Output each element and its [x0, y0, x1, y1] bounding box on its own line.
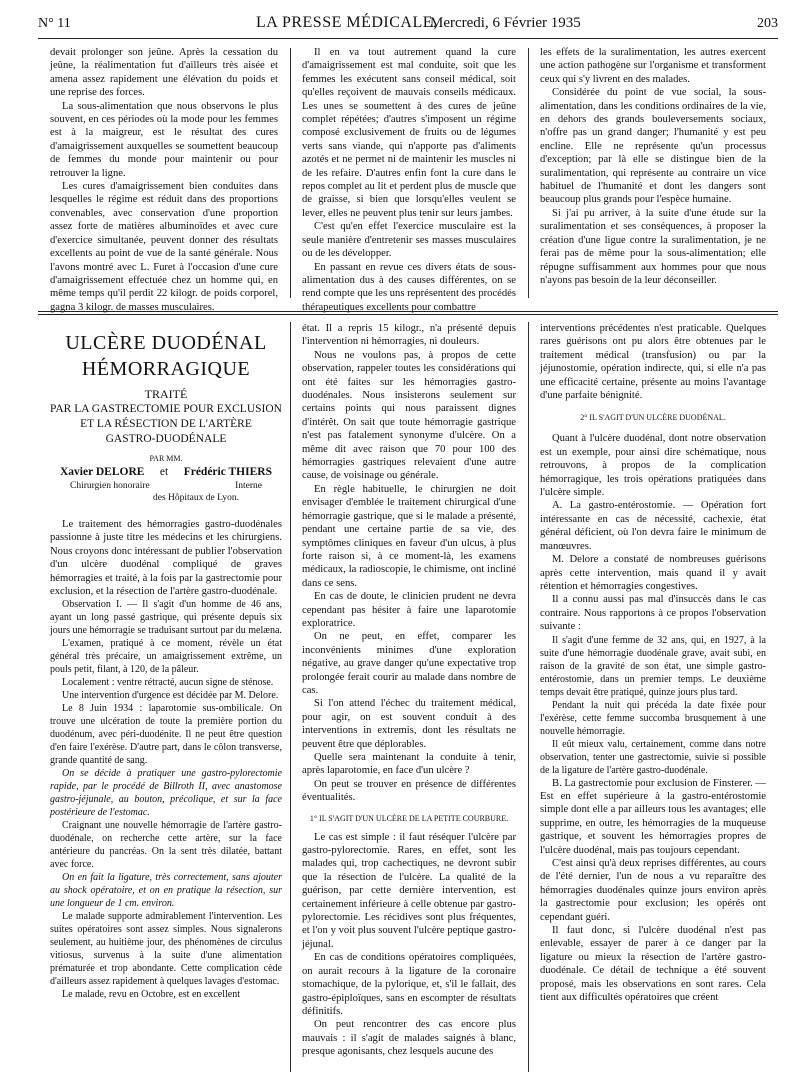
- observation-paragraph: On se décide à pratiquer une gastro-pylorectomie rapide, par le procédé de Billroth II, avec anastomose gastro-jéjunale, au bouton, précolique, et sur la face postérieure de l'estomac.: [50, 768, 282, 819]
- header-rule: [38, 38, 778, 39]
- paragraph: Si j'ai pu arriver, à la suite d'une étude sur la suralimentation et ses conséquences, à proposer la création d'une ligue contre la suralimentation, je ne ferai pas de même pour la sous-alimentation; elle répugne suffisamment aux hommes pour que nous n'ayons pas besoin de la leur déconseiller.: [540, 207, 766, 286]
- issue-number: N° 11: [38, 16, 71, 31]
- authors: [50, 465, 282, 480]
- journal-name: LA PRESSE MÉDICALE,: [256, 14, 438, 31]
- paragraph: Il a connu aussi pas mal d'insuccès dans le cas contraire. Nous rapportons à ce propos l'observation suivante :: [540, 594, 766, 633]
- paragraph: En cas de conditions opératoires compliquées, on aurait recours à la ligature de la coronaire stomachique, de la pylorique, et, s'il le fallait, des gastro-épiploïques, sans en escompter de résultats définitifs.: [302, 952, 516, 1017]
- observation-paragraph: Localement : ventre rétracté, aucun signe de sténose.: [62, 677, 274, 689]
- article-title-line-2: HÉMORRAGIQUE: [81, 358, 251, 380]
- observation-paragraph: Le malade supporte admirablement l'intervention. Les suites opératoires sont assez simples. Nous signalerons seulement, au huitième jour, des phénomènes de circulus vitiosus, survenus à la suite d'une alimentation prématurée et trop abondante. Cette complication cède d'ailleurs assez rapidement à quelques lavages d'estomac.: [50, 911, 282, 988]
- column-divider: [290, 322, 291, 1072]
- page-number: 203: [757, 16, 778, 31]
- article-column-2: [302, 322, 516, 1059]
- paragraph: Quant à l'ulcère duodénal, dont notre observation est un exemple, pour ainsi dire schématique, nous retrouvons, à propos de la complication hémorragique, les trois opérations pratiquées dans l'ulcère simple.: [540, 433, 766, 499]
- section-heading: 2° IL S'AGIT D'UN ULCÈRE DUODÉNAL.: [580, 413, 726, 423]
- observation-paragraph: Il eût mieux valu, certainement, comme dans notre observation, tenter une gastrectomie, suivie si possible de la ligature de l'artère gastro-duodénale.: [540, 738, 766, 776]
- paragraph: Quelle sera maintenant la conduite à tenir, après laparotomie, en face d'un ulcère ?: [302, 752, 516, 777]
- paragraph: En règle habituelle, le chirurgien ne doit envisager d'emblée le traitement chirurgical d'une hémorragie gastrique, que si le malade a présenté, pendant une certaine partie de sa vie, des symptômes cliniques en faveur d'un ulcus, à plus forte raison si, à ce moment-là, les examens médicaux, la radioscopie, le chimisme, ont incliné dans ce sens.: [302, 483, 516, 589]
- article-subtitle: PAR LA GASTRECTOMIE POUR EXCLUSION: [50, 403, 282, 415]
- paragraph: Les cures d'amaigrissement bien conduites dans lesquelles le régime est réduit dans des proportions convenables, avec conservation d'une proportion assez forte de matières albuminoïdes et avec cure d'exercice simultanée, peuvent donner des résultats excellents au point de vue de la santé générale. Nous l'avons montré avec L. Furet à l'occasion d'une cure d'amaigrissement effectuée chez un homme qui, en même temps qu'il perdit 22 kilogr. de poids corporel, gagna 3 kilogr. de masses musculaires.: [50, 181, 278, 313]
- author-name: Xavier DELORE: [60, 466, 145, 478]
- paragraph: Considérée du point de vue social, la sous-alimentation, dans les conditions ordinaires de la vie, en dehors des grands bouleversements sociaux, n'offre pas un grand danger; l'humanité y est peu encline. Elle ne représente qu'un processus d'exception; par là elle se distingue bien de la suralimentation, qui représente au contraire un vice habituel de l'humanité et dont les dangers sont beaucoup plus grands pour l'espèce humaine.: [540, 87, 766, 206]
- author-role: Chirurgien honoraire: [70, 481, 150, 491]
- section-rule: [38, 311, 778, 312]
- page-header: [38, 14, 778, 38]
- paragraph: les effets de la suralimentation, les autres exercent une action pathogène sur l'organisme et transforment ceux qui s'y livrent en des malades.: [540, 47, 766, 85]
- article-column-3: [540, 322, 766, 1004]
- observation-paragraph: Observation I. — Il s'agit d'un homme de 46 ans, ayant un long passé gastrique, qui présente depuis six jours une hémorragie se traduisant surtout par du melæna.: [50, 599, 282, 637]
- paragraph: Il faut donc, si l'ulcère duodénal n'est pas enlevable, essayer de parer à ce danger par la ligature ou mieux la résection de l'artère gastro-duodénale. Ce détail de technique a été souvent proposé, mais les observations en sont rares. Cela tient aux difficultés opératoires que créent: [540, 925, 766, 1004]
- observation-paragraph: Le 8 Juin 1934 : laparotomie sus-ombilicale. On trouve une ulcération de toute la première portion du duodénum, avec péri-duodénite. Il ne peut être question d'en faire l'exérèse. D'autre part, dans le côlon transverse, grande quantité de sang.: [50, 703, 282, 767]
- paragraph: Il en va tout autrement quand la cure d'amaigrissement est mal conduite, soit que les femmes les exécutent sans conseil médical, soit qu'elles reçoivent de mauvais conseils médicaux. Les unes se soumettent à des cures de jeûne complet répétées; d'autres s'imposent un régime composé exclusivement de fruits ou de légumes verts sans viande, qui n'apporte pas d'aliments azotés et ne permet ni de maintenir les muscles ni de les refaire. D'autres enfin font la cure dans le repos complet au lit et perdent plus de muscle que de graisse, si bien que lorsqu'elles veulent se lever, elles ne peuvent plus tenir sur leurs jambes.: [302, 47, 516, 219]
- author-role: Interne: [235, 481, 262, 491]
- observation-paragraph: Il s'agit d'une femme de 32 ans, qui, en 1927, à la suite d'une hémorragie duodénale grave, avait subi, en raison de la gravité de son état, une simple gastro-entérostomie, dans un premier temps. Le deuxième temps devait être pratiqué, quinze jours plus tard.: [540, 634, 766, 698]
- paragraph: C'est ainsi qu'à deux reprises différentes, au cours de l'été dernier, l'un de nous a vu reparaître des hémorragies duodénales quinze jours environ après la gastrectomie pour exclusion; les opérés ont cependant guéri.: [540, 857, 766, 923]
- observation-paragraph: Le malade, revu en Octobre, est en excellent: [62, 989, 240, 1001]
- paragraph: Le cas est simple : il faut réséquer l'ulcère par gastro-pylorectomie. Rares, en effet, sont les malades qui, trop cachectiques, ne devront subir que la résection de l'ulcère. La qualité de la guérison, par cette dernière intervention, est certainement inférieure à celle obtenue par gastro-pylorectomie. Les récidives sont plus fréquentes, et l'on y voit plus souvent l'ulcère peptique gastro-jéjunal.: [302, 831, 516, 950]
- article-title-line-1: ULCÈRE DUODÉNAL: [65, 332, 267, 354]
- top-column-1: [50, 46, 278, 314]
- paragraph: On ne peut, en effet, comparer les inconvénients minimes d'une exploration négative, au grave danger qu'une expectative trop prolongée ferait courir au malade dans nombre de cas.: [302, 631, 516, 696]
- paragraph: En passant en revue ces divers états de sous-alimentation dus à des causes différentes, on se rend compte que les uns représentent des procédés thérapeutiques excellents pour combattre: [302, 261, 516, 313]
- column-divider: [528, 322, 529, 1072]
- paragraph: devait prolonger son jeûne. Après la cessation du jeûne, la réalimentation fut d'ailleurs très aisée et amena assez rapidement une élévation du poids et une reprise des forces.: [50, 47, 278, 99]
- paragraph: En cas de doute, le clinicien prudent ne devra cependant pas hésiter à faire une laparotomie exploratrice.: [302, 591, 516, 629]
- observation-paragraph: Une intervention d'urgence est décidée par M. Delore.: [62, 690, 279, 702]
- paragraph: Le traitement des hémorragies gastro-duodénales passionne à juste titre les médecins et les chirurgiens. Nous croyons donc intéressant de publier l'observation d'un ulcère duodénal compliqué de graves hémorragies et traité, à la fois par la gastrectomie pour exclusion, et la résection de l'artère gastro-duodénale.: [50, 519, 282, 598]
- observation-paragraph: L'examen, pratiqué à ce moment, révèle un état général très précaire, un amaigrissement extrême, un pouls petit, filant, à 120, de la pâleur.: [50, 638, 282, 676]
- observation-paragraph: On en fait la ligature, très correctement, sans ajouter au shock opératoire, et on en pratique la résection, sur une longueur de 1 cm. environ.: [50, 872, 282, 910]
- column-divider: [528, 48, 529, 298]
- byline-par: PAR MM.: [149, 454, 183, 463]
- paragraph: C'est qu'en effet l'exercice musculaire est la seule manière d'entretenir ses masses musculaires ou de les développer.: [302, 221, 516, 260]
- article-column-1: [50, 330, 282, 1001]
- article-subtitle: ET LA RÉSECTION DE L'ARTÈRE: [80, 418, 252, 430]
- author-conjunction: et: [159, 466, 169, 478]
- paragraph: Si l'on attend l'échec du traitement médical, pour agir, on est souvent conduit à des interventions in extremis, dont les résultats ne peuvent être que déplorables.: [302, 698, 516, 750]
- top-column-2: [302, 46, 516, 314]
- top-column-3: [540, 46, 766, 287]
- author-institution: des Hôpitaux de Lyon.: [152, 493, 239, 503]
- author-roles: [50, 480, 282, 492]
- observation-paragraph: Craignant une nouvelle hémorragie de l'artère gastro-duodénale, on recherche cette artère, sur la face antérieure du pancréas. On la sent très dilatée, battant avec force.: [50, 820, 282, 871]
- section-heading: 1° IL S'AGIT D'UN ULCÈRE DE LA PETITE COURBURE.: [309, 813, 509, 823]
- article-subtitle: TRAITÉ: [144, 387, 188, 401]
- author-name: Frédéric THIERS: [183, 466, 272, 478]
- paragraph: Nous ne voulons pas, à propos de cette observation, rappeler toutes les considérations qui ont été faites sur les hémorragies gastro-duodénales. Nous insisterons seulement sur certains points qui nous paraissent dignes d'intérêt. On sait que toute hémorragie gastrique n'est pas fatalement synonyme d'ulcère. On a même dit avec raison que 70 pour 100 des hémorragies gastriques relevaient d'une autre cause, de voisinage ou générale.: [302, 349, 516, 482]
- paragraph: A. La gastro-entérostomie. — Opération fort intéressante en cas de nécessité, cachexie, état général déficient, où l'on devra faire le minimum de manœuvres.: [540, 500, 766, 552]
- paragraph: On peut rencontrer des cas encore plus mauvais : il s'agit de malades saignés à blanc, presque agonisants, chez lesquels aucune des: [302, 1019, 516, 1058]
- paragraph: On peut se trouver en présence de différentes éventualités.: [302, 778, 516, 804]
- column-divider: [290, 48, 291, 298]
- paragraph: M. Delore a constaté de nombreuses guérisons après cette intervention, mais quand il y avait rétention et hémorragies congestives.: [540, 554, 766, 592]
- section-rule: [38, 314, 778, 315]
- observation-paragraph: Pendant la nuit qui précéda la date fixée pour l'exérèse, cette femme succomba brusquement à une nouvelle hémorragie.: [540, 699, 766, 737]
- paragraph: interventions précédentes n'est praticable. Quelques rares guérisons ont pu alors être obtenues par le traitement médical (transfusion) ou par la jéjunostomie, opération indirecte, qui, si elle n'a pas une efficacité certaine, présente au moins l'avantage d'une parfaite bénignité.: [540, 323, 766, 402]
- issue-date: Mercredi, 6 Février 1935: [430, 15, 581, 31]
- article-subtitle: GASTRO-DUODÉNALE: [105, 433, 227, 445]
- paragraph: B. La gastrectomie pour exclusion de Finsterer. — Est en effet supérieure à la gastro-entérostomie simple dont elle a par ailleurs tous les avantages; elle supprime, en outre, les hémorragies de la muqueuse gastrique, et souvent les hémorragies propres de l'ulcère duodénal, mais pas toujours cependant.: [540, 777, 766, 856]
- paragraph: état. Il a repris 15 kilogr., n'a présenté depuis l'intervention ni hémorragies, ni douleurs.: [302, 323, 516, 348]
- paragraph: La sous-alimentation que nous observons le plus souvent, en ces périodes où la mode pour les femmes est à la maigreur, est le résultat des cures d'amaigrissement auxquelles se soumettent beaucoup de femmes du monde pour maintenir ou pour retrouver la ligne.: [50, 100, 278, 179]
